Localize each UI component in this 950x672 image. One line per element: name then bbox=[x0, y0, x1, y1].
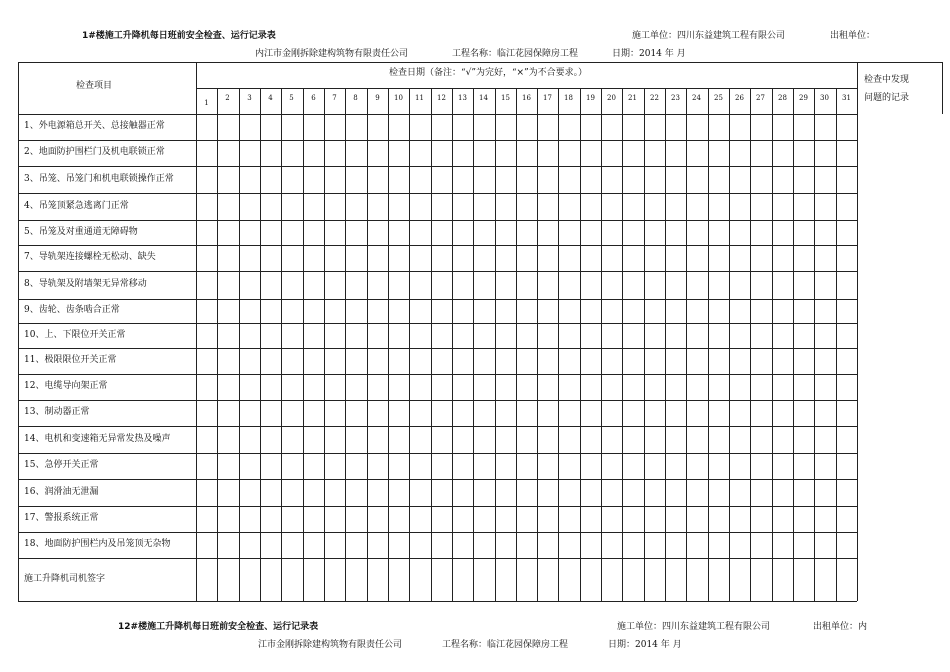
day-column-divider bbox=[537, 88, 538, 601]
sheet1-lessor: 内江市金刚拆除建构筑物有限责任公司 bbox=[255, 49, 409, 59]
row-divider bbox=[18, 479, 857, 480]
day-number: 11 bbox=[415, 94, 424, 102]
day-column-divider bbox=[644, 88, 645, 601]
check-item: 5、吊笼及对重通道无障碍物 bbox=[24, 227, 138, 237]
row-divider bbox=[18, 374, 857, 375]
date-column-header: 检查日期（备注：“√”为完好，“×”为不合要求。） bbox=[389, 68, 588, 78]
day-number: 21 bbox=[628, 94, 637, 102]
check-item: 11、极限限位开关正常 bbox=[24, 355, 117, 365]
day-number: 30 bbox=[820, 94, 829, 102]
day-column-divider bbox=[409, 88, 410, 601]
day-number: 14 bbox=[479, 94, 488, 102]
remarks-header-line1: 检查中发现 bbox=[864, 75, 910, 85]
sheet1-date: 日期：2014 年 月 bbox=[612, 49, 686, 59]
check-item: 13、制动器正常 bbox=[24, 407, 90, 417]
check-item: 10、上、下限位开关正常 bbox=[24, 330, 126, 340]
day-column-divider bbox=[324, 88, 325, 601]
day-number: 5 bbox=[289, 94, 294, 102]
day-column-divider bbox=[260, 88, 261, 601]
driver-signature-label: 施工升降机司机签字 bbox=[24, 574, 106, 584]
check-item: 7、导轨架连接螺栓无松动、缺失 bbox=[24, 252, 156, 262]
check-item: 8、导轨架及附墙架无异常移动 bbox=[24, 279, 147, 289]
day-number: 3 bbox=[247, 94, 252, 102]
row-divider bbox=[18, 140, 857, 141]
remarks-header-line2: 问题的记录 bbox=[864, 93, 910, 103]
day-number: 8 bbox=[353, 94, 358, 102]
header-bottom-line bbox=[18, 114, 857, 115]
row-divider bbox=[18, 348, 857, 349]
day-number: 17 bbox=[543, 94, 552, 102]
day-number: 19 bbox=[586, 94, 595, 102]
day-number: 7 bbox=[332, 94, 337, 102]
day-number: 18 bbox=[564, 94, 573, 102]
row-divider bbox=[18, 558, 857, 559]
day-number: 12 bbox=[437, 94, 446, 102]
sheet1-construction-unit: 施工单位：四川东益建筑工程有限公司 bbox=[632, 31, 786, 41]
row-divider bbox=[18, 453, 857, 454]
day-column-divider bbox=[388, 88, 389, 601]
check-item: 16、润滑油无泄漏 bbox=[24, 487, 99, 497]
day-number: 29 bbox=[799, 94, 808, 102]
row-divider bbox=[18, 299, 857, 300]
row-divider bbox=[18, 400, 857, 401]
day-column-divider bbox=[239, 88, 240, 601]
day-column-divider bbox=[495, 88, 496, 601]
day-number: 2 bbox=[225, 94, 230, 102]
day-column-divider bbox=[814, 88, 815, 601]
day-column-divider bbox=[345, 88, 346, 601]
day-number: 28 bbox=[778, 94, 787, 102]
day-column-divider bbox=[793, 88, 794, 601]
sheet2-project: 工程名称：临江花园保障房工程 bbox=[442, 640, 569, 650]
day-number: 24 bbox=[692, 94, 701, 102]
day-number: 31 bbox=[842, 94, 851, 102]
day-number: 6 bbox=[311, 94, 316, 102]
day-column-divider bbox=[217, 88, 218, 601]
row-divider bbox=[18, 245, 857, 246]
check-item: 9、齿轮、齿条啮合正常 bbox=[24, 305, 120, 315]
remarks-column-divider bbox=[857, 62, 858, 601]
sheet1-title: 1#楼施工升降机每日班前安全检查、运行记录表 bbox=[82, 31, 276, 41]
day-number: 20 bbox=[607, 94, 616, 102]
day-column-divider bbox=[281, 88, 282, 601]
row-divider bbox=[18, 506, 857, 507]
day-column-divider bbox=[558, 88, 559, 601]
check-item: 1、外电源箱总开关、总接触器正常 bbox=[24, 121, 165, 131]
row-divider bbox=[18, 271, 857, 272]
sheet2-lessor: 江市金刚拆除建构筑物有限责任公司 bbox=[258, 640, 403, 650]
item-column-header: 检查项目 bbox=[76, 81, 113, 91]
day-number: 27 bbox=[756, 94, 765, 102]
sheet2-date: 日期：2014 年 月 bbox=[608, 640, 682, 650]
row-divider bbox=[18, 426, 857, 427]
day-column-divider bbox=[452, 88, 453, 601]
day-number: 9 bbox=[375, 94, 380, 102]
day-number: 13 bbox=[458, 94, 467, 102]
sheet1-rental-unit: 出租单位： bbox=[830, 31, 876, 41]
day-column-divider bbox=[686, 88, 687, 601]
day-number: 15 bbox=[501, 94, 510, 102]
day-column-divider bbox=[580, 88, 581, 601]
day-number: 16 bbox=[522, 94, 531, 102]
day-number: 1 bbox=[204, 99, 209, 107]
sheet1-project: 工程名称：临江花园保障房工程 bbox=[452, 49, 579, 59]
day-number: 25 bbox=[714, 94, 723, 102]
row-divider bbox=[18, 532, 857, 533]
table-border-right bbox=[942, 62, 943, 114]
day-column-divider bbox=[750, 88, 751, 601]
check-item: 14、电机和变速箱无异常发热及噪声 bbox=[24, 434, 171, 444]
table-border-bottom bbox=[18, 601, 857, 602]
check-item: 3、吊笼、吊笼门和机电联锁操作正常 bbox=[24, 174, 174, 184]
day-column-divider bbox=[772, 88, 773, 601]
check-item: 15、急停开关正常 bbox=[24, 460, 99, 470]
day-column-divider bbox=[473, 88, 474, 601]
sheet2-rental-unit: 出租单位：内 bbox=[813, 622, 868, 632]
day-column-divider bbox=[431, 88, 432, 601]
check-item: 4、吊笼顶紧急逃离门正常 bbox=[24, 201, 129, 211]
day-column-divider bbox=[367, 88, 368, 601]
item-column-divider bbox=[196, 62, 197, 601]
check-item: 17、警报系统正常 bbox=[24, 513, 99, 523]
day-column-divider bbox=[665, 88, 666, 601]
day-number: 23 bbox=[671, 94, 680, 102]
day-column-divider bbox=[516, 88, 517, 601]
check-item: 2、地面防护围栏门及机电联锁正常 bbox=[24, 147, 165, 157]
row-divider bbox=[18, 323, 857, 324]
row-divider bbox=[18, 166, 857, 167]
row-divider bbox=[18, 193, 857, 194]
day-column-divider bbox=[836, 88, 837, 601]
day-column-divider bbox=[303, 88, 304, 601]
check-item: 12、电缆导向架正常 bbox=[24, 381, 108, 391]
day-number: 22 bbox=[650, 94, 659, 102]
day-number: 26 bbox=[735, 94, 744, 102]
sheet2-construction-unit: 施工单位：四川东益建筑工程有限公司 bbox=[617, 622, 771, 632]
day-column-divider bbox=[729, 88, 730, 601]
row-divider bbox=[18, 220, 857, 221]
table-border-top bbox=[18, 62, 942, 63]
day-column-divider bbox=[622, 88, 623, 601]
day-column-divider bbox=[708, 88, 709, 601]
day-number: 10 bbox=[394, 94, 403, 102]
check-item: 18、地面防护围栏内及吊笼顶无杂物 bbox=[24, 539, 171, 549]
table-border-left bbox=[18, 62, 19, 602]
day-number: 4 bbox=[268, 94, 273, 102]
date-header-divider bbox=[196, 88, 857, 89]
sheet2-title: 12#楼施工升降机每日班前安全检查、运行记录表 bbox=[118, 622, 319, 632]
day-column-divider bbox=[601, 88, 602, 601]
